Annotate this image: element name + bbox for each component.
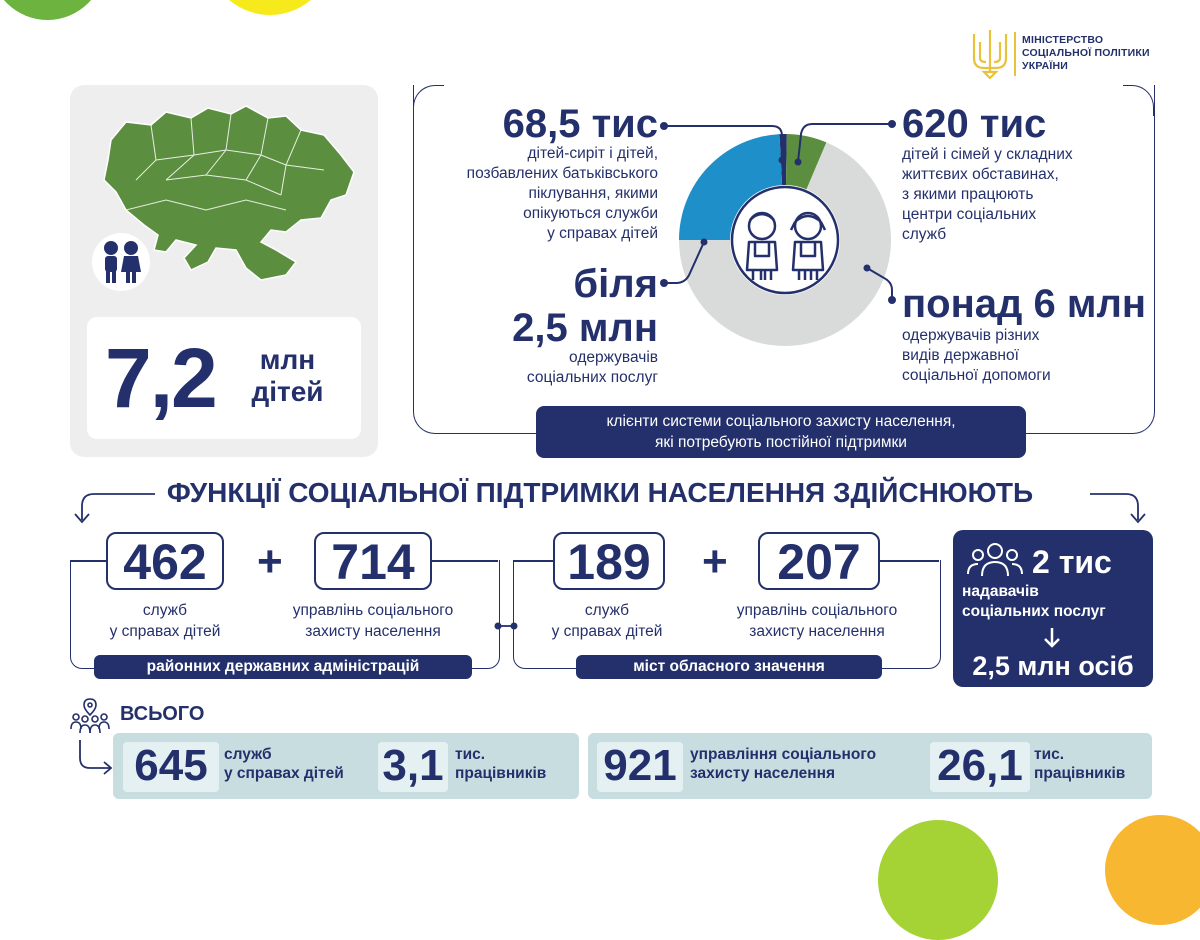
- functions-title: ФУНКЦІЇ СОЦІАЛЬНОЇ ПІДТРИМКИ НАСЕЛЕННЯ ЗДІЙСНЮЮТЬ: [166, 477, 1034, 508]
- providers-result: 2,5 млн осіб: [972, 651, 1134, 681]
- people-group-icon: [966, 540, 1024, 580]
- services-value: біля 2,5 млн: [512, 262, 658, 350]
- families-desc: дітей і сімей у складних життєвих обставинах, з якими працюють центри соціальних служб: [902, 146, 1073, 243]
- district-plus: +: [257, 537, 283, 586]
- city-departments-count: 207: [758, 532, 880, 590]
- ministry-name: МІНІСТЕРСТВО СОЦІАЛЬНОЇ ПОЛІТИКИ УКРАЇНИ: [1022, 34, 1150, 72]
- district-services-label: служб у справах дітей: [109, 602, 221, 640]
- orphans-desc: дітей-сиріт і дітей, позбавлених батьківського піклування, якими опікуються служби у справах дітей: [466, 145, 658, 242]
- providers-label: надавачів соціальних послуг: [962, 583, 1106, 620]
- total-departments-staff: 26,1: [930, 742, 1030, 792]
- total-departments-label: управління соціального захисту населення: [690, 746, 877, 782]
- district-pill: районних державних адміністрацій: [94, 655, 472, 679]
- city-services-label: служб у справах дітей: [551, 602, 663, 640]
- total-people-icon: [70, 697, 110, 737]
- total-departments-staff-label: тис. працівників: [1034, 746, 1126, 782]
- total-services-staff-label: тис. працівників: [455, 746, 547, 782]
- total-services-count: 645: [123, 742, 219, 792]
- district-departments-label: управлінь соціального захисту населення: [292, 602, 454, 640]
- assistance-desc: одержувачів різних видів державної соціальної допомоги: [902, 327, 1051, 384]
- district-departments-count: 714: [314, 532, 432, 590]
- city-pill: міст обласного значення: [576, 655, 882, 679]
- total-services-staff: 3,1: [378, 742, 448, 792]
- district-services-count: 462: [106, 532, 224, 590]
- arrow-down-icon: [1042, 627, 1062, 649]
- providers-value: 2 тис: [1032, 544, 1112, 580]
- city-services-count: 189: [553, 532, 665, 590]
- total-label: ВСЬОГО: [120, 703, 205, 725]
- city-departments-label: управлінь соціального захисту населення: [736, 602, 898, 640]
- children-stat-unit: млн дітей: [251, 344, 324, 407]
- clients-caption: клієнти системи соціального захисту населення, які потребують постійної підтримки: [536, 406, 1026, 458]
- total-departments-count: 921: [597, 742, 683, 792]
- total-arrow: [76, 740, 116, 780]
- families-value: 620 тис: [902, 102, 1047, 146]
- total-services-label: служб у справах дітей: [224, 746, 344, 782]
- city-plus: +: [702, 537, 728, 586]
- orphans-value: 68,5 тис: [502, 102, 658, 146]
- children-stat-value: 7,2: [105, 331, 216, 425]
- services-desc: одержувачів соціальних послуг: [526, 349, 658, 386]
- assistance-value: понад 6 млн: [902, 282, 1147, 326]
